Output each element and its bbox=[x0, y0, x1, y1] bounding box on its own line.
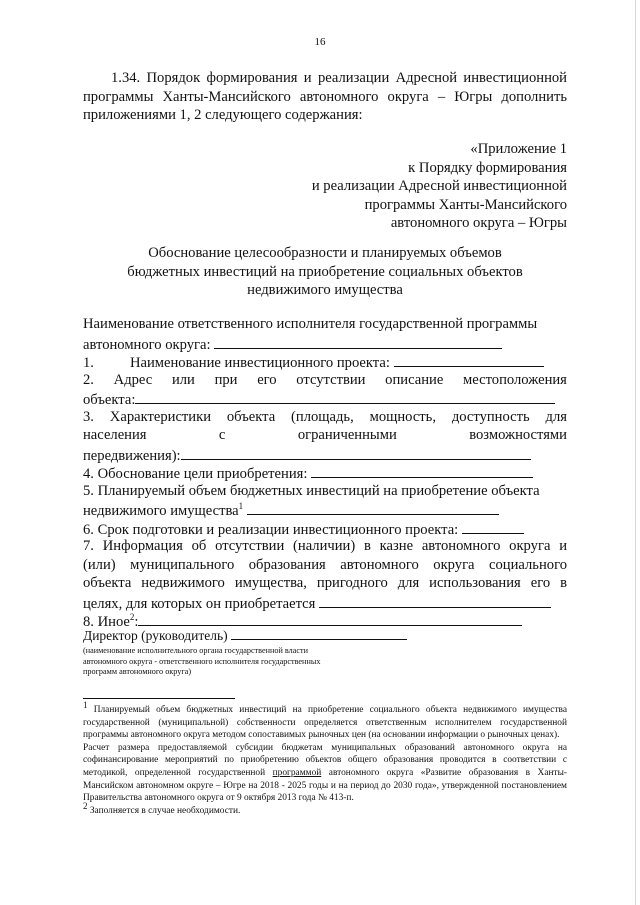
item-3-word: (площадь, bbox=[291, 408, 354, 425]
item-3-word: доступность bbox=[451, 408, 530, 425]
item-7-last-line bbox=[83, 593, 567, 612]
page-number: 16 bbox=[314, 36, 326, 48]
item-1 bbox=[83, 352, 567, 371]
item-2-fill-line bbox=[135, 389, 555, 404]
item-5-fill-line bbox=[247, 500, 499, 515]
item-3-line-2 bbox=[83, 426, 567, 445]
footnote-1 bbox=[83, 699, 568, 742]
item-2-label: объекта: bbox=[83, 392, 136, 408]
form-title-line: Обоснование целесообразности и планируемых объемов bbox=[148, 245, 502, 261]
signature-note bbox=[83, 646, 463, 678]
item-3-word: 3. bbox=[83, 408, 94, 425]
item-3-word: возможностями bbox=[469, 427, 567, 443]
responsible-executor-label: автономного округа: bbox=[83, 336, 211, 352]
footnote-1-text: Планируемый объем бюджетных инвестиций на приобретение социального объекта недвижимого имущества государственной (муниципальной) собственности определяется ответственным исполнителем государственной программы автономного округа методом сопоставимых рыночных цен (на основании информации о рыночных ценах). bbox=[83, 705, 568, 741]
item-3-word: с bbox=[218, 427, 226, 443]
item-8-label: 8. Иное bbox=[83, 614, 130, 630]
signature-fill-line bbox=[231, 627, 407, 640]
footnote-1b-text-end: автономного округа «Развитие образования в Ханты-Мансийском автономном округе – Югре на 2018 - 2025 годы и на период до 2030 года», утвержденной постановлением Правительства автономного округа от 9 октября 2013 года № 413-п. bbox=[83, 767, 568, 804]
amendment-paragraph-text: 1.34. Порядок формирования и реализации Адресной инвестиционной программы Ханты-Мансийского автономного округа – Югры дополнить приложениями 1, 2 следующего содержания: bbox=[83, 70, 567, 123]
item-2-word: описание bbox=[385, 371, 444, 388]
form-title bbox=[83, 244, 567, 300]
signature-line bbox=[83, 627, 463, 644]
form-fields bbox=[83, 315, 567, 630]
item-7-line: 7. Информация об отсутствии (наличии) в казне автономного округа и bbox=[83, 538, 567, 554]
signature-label: Директор (руководитель) bbox=[83, 628, 228, 643]
footnote-2 bbox=[83, 800, 567, 818]
item-3-continuation bbox=[83, 445, 567, 464]
footnote-1b-text: Расчет размера предоставляемой субсидии бюджетам муниципальных образований автономного округа на софинансирование мероприятий по приобретению объектов общего образования проводится в соответствии с методикой, определенной государственной bbox=[83, 742, 567, 778]
appendix-header-line: программы Ханты-Мансийского bbox=[364, 196, 567, 213]
appendix-header bbox=[280, 140, 567, 233]
item-3-word: для bbox=[545, 408, 567, 425]
footnote-1-mark: 1 bbox=[83, 699, 88, 710]
item-1-number: 1. bbox=[83, 355, 94, 371]
item-6 bbox=[83, 519, 567, 538]
appendix-header-line: к Порядку формирования bbox=[408, 159, 567, 176]
item-6-label: 6. Срок подготовки и реализации инвестиционного проекта: bbox=[83, 521, 459, 537]
responsible-executor-line-2 bbox=[83, 334, 567, 353]
item-8-fill-line bbox=[138, 611, 522, 626]
item-4 bbox=[83, 463, 567, 482]
item-5-label: недвижимого имущества bbox=[83, 503, 239, 519]
appendix-header-line: «Приложение 1 bbox=[470, 141, 567, 157]
item-1-label: Наименование инвестиционного проекта: bbox=[129, 355, 390, 371]
program-link[interactable]: программой bbox=[272, 767, 322, 778]
item-5-line-2 bbox=[83, 500, 567, 519]
signature-note-line: программ автономного округа) bbox=[83, 667, 192, 676]
item-2-word: его bbox=[257, 371, 277, 388]
item-3-word: ограниченными bbox=[297, 427, 397, 443]
signature-note-line: автономного округа - ответственного исполнителя государственных bbox=[83, 656, 321, 666]
signature-block bbox=[83, 627, 463, 678]
item-2-continuation bbox=[83, 389, 567, 408]
footnote-ref-1: 1 bbox=[238, 501, 244, 512]
item-3-word: объекта bbox=[226, 408, 276, 425]
appendix-header-line: и реализации Адресной инвестиционной bbox=[311, 178, 567, 194]
footnote-2-mark: 2 bbox=[83, 800, 88, 811]
item-7-fill-line bbox=[319, 593, 551, 608]
form-title-line: бюджетных инвестиций на приобретение социальных объектов bbox=[127, 263, 523, 280]
form-title-line: недвижимого имущества bbox=[247, 282, 403, 298]
item-2 bbox=[83, 371, 567, 390]
item-1-fill-line bbox=[394, 352, 544, 367]
item-2-word: местоположения bbox=[463, 371, 567, 388]
footnote-ref-2: 2 bbox=[129, 612, 135, 623]
item-3-label: передвижения): bbox=[83, 447, 181, 463]
item-7-line: объекта недвижимого имущества, пригодного для использования его в bbox=[83, 575, 567, 591]
footnote-2-text: Заполняется в случае необходимости. bbox=[89, 805, 241, 816]
item-3-word: мощность, bbox=[369, 408, 436, 425]
responsible-executor-line-1: Наименование ответственного исполнителя государственной программы bbox=[83, 316, 538, 332]
item-2-word: или bbox=[171, 371, 195, 388]
item-3-line-1 bbox=[83, 408, 567, 427]
responsible-executor-fill-line bbox=[214, 334, 502, 349]
item-6-fill-line bbox=[462, 519, 524, 534]
footnote-separator bbox=[83, 698, 235, 699]
item-4-label: 4. Обоснование цели приобретения: bbox=[83, 466, 308, 482]
item-2-word: при bbox=[214, 371, 238, 388]
item-2-word: Адрес bbox=[113, 371, 153, 388]
item-3-fill-line bbox=[181, 445, 531, 460]
item-2-word: 2. bbox=[83, 371, 94, 388]
item-4-fill-line bbox=[311, 463, 533, 478]
amendment-paragraph bbox=[83, 69, 567, 125]
signature-note-line: (наименование исполнительного органа государственной власти bbox=[83, 646, 308, 655]
appendix-header-line: автономного округа – Югры bbox=[390, 215, 567, 231]
page-edge-line bbox=[635, 0, 636, 905]
item-3-word: Характеристики bbox=[109, 408, 212, 425]
item-7-line: (или) муниципального образования автономного округа социального bbox=[83, 556, 567, 573]
item-5-line-1: 5. Планируемый объем бюджетных инвестиций на приобретение объекта bbox=[83, 482, 540, 499]
footnote-1-continuation bbox=[83, 742, 567, 805]
item-8-colon: : bbox=[134, 614, 139, 630]
footnotes bbox=[83, 699, 568, 817]
item-3-word: населения bbox=[83, 427, 147, 443]
item-7-label: целях, для которых он приобретается bbox=[83, 595, 316, 611]
item-2-word: отсутствии bbox=[296, 371, 366, 388]
